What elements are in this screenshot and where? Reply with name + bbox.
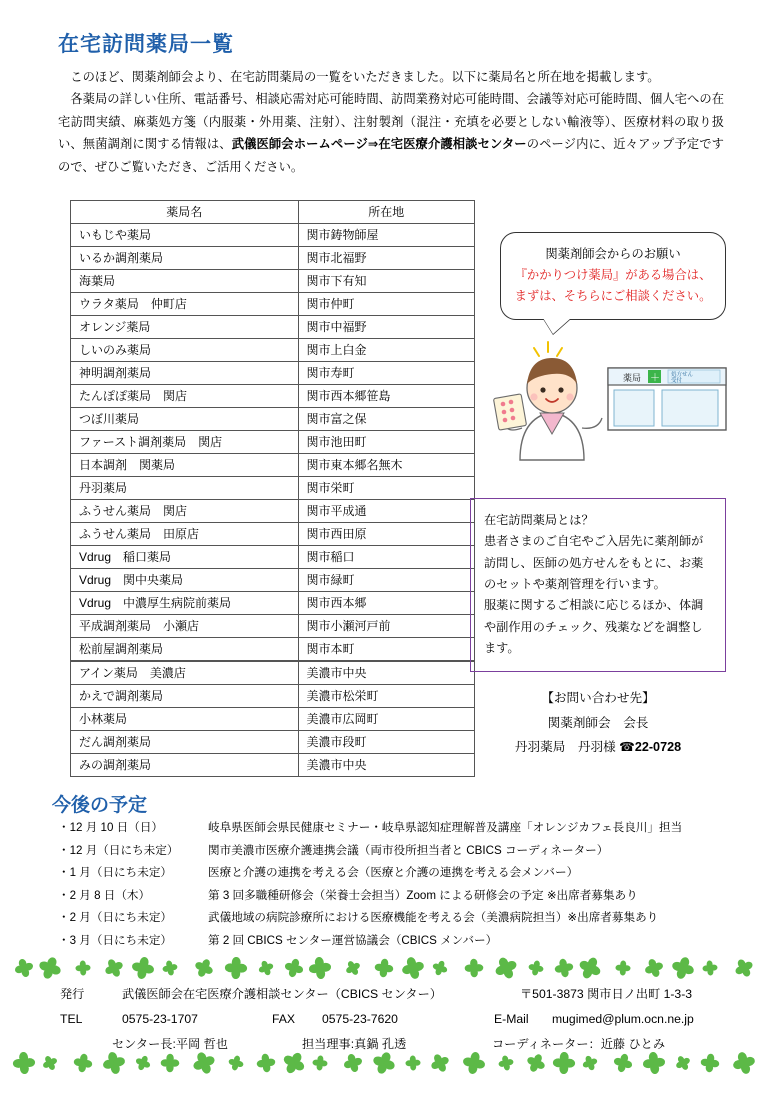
clover-icon bbox=[12, 1052, 36, 1074]
bubble-line-2: 『かかりつけ薬局』がある場合は、 bbox=[514, 267, 712, 282]
clover-icon bbox=[730, 1052, 757, 1074]
clover-icon bbox=[343, 958, 363, 978]
clover-icon bbox=[75, 960, 91, 976]
table-row bbox=[71, 754, 475, 777]
cell-pharmacy-name: つぼ川薬局 bbox=[71, 408, 299, 431]
schedule-item-date: ・1 月（日にち未定） bbox=[58, 866, 173, 880]
clover-divider-top bbox=[0, 957, 780, 979]
cell-location: 美濃市中央 bbox=[298, 661, 474, 685]
cell-location: 関市池田町 bbox=[298, 431, 474, 454]
clover-icon bbox=[256, 958, 275, 977]
cell-location: 美濃市中央 bbox=[298, 754, 474, 777]
footer-line-contact bbox=[60, 1007, 760, 1032]
clover-icon bbox=[341, 1052, 364, 1074]
clover-icon bbox=[12, 957, 35, 979]
schedule-item-date: ・12 月 10 日（日） bbox=[58, 821, 164, 834]
cell-location: 関市上白金 bbox=[298, 339, 474, 362]
footer-tel: 0575-23-1707 bbox=[122, 1012, 198, 1027]
table-row bbox=[71, 546, 475, 569]
schedule-item-text: 関市美濃市医療介護連携会議（両市役所担当者と CBICS コーディネーター） bbox=[208, 843, 609, 857]
schedule-item bbox=[58, 862, 738, 885]
schedule-item bbox=[58, 885, 738, 908]
schedule-item bbox=[58, 930, 738, 953]
cell-location: 関市緑町 bbox=[298, 569, 474, 592]
schedule-item bbox=[58, 840, 738, 863]
cell-pharmacy-name: 神明調剤薬局 bbox=[71, 362, 299, 385]
cell-pharmacy-name: 丹羽薬局 bbox=[71, 477, 299, 500]
footer-staff: 担当理事:真鍋 孔透 bbox=[302, 1037, 407, 1052]
table-row bbox=[71, 592, 475, 615]
intro-paragraph-2 bbox=[58, 88, 724, 178]
schedule-item bbox=[58, 817, 738, 840]
schedule-item-date: ・3 月（日にち未定） bbox=[58, 933, 173, 947]
clover-icon bbox=[700, 1053, 721, 1074]
clover-icon bbox=[611, 1052, 634, 1074]
cell-location: 関市北福野 bbox=[298, 247, 474, 270]
pharmacist-association-bubble bbox=[500, 232, 726, 320]
cell-pharmacy-name: みの調剤薬局 bbox=[71, 754, 299, 777]
footer-fax-label: FAX bbox=[272, 1012, 296, 1027]
clover-icon bbox=[190, 1052, 219, 1074]
clover-icon bbox=[312, 1055, 328, 1071]
table-header-row bbox=[71, 201, 475, 224]
clover-icon bbox=[580, 1053, 599, 1072]
schedule-item-text: 第 2 回 CBICS センター運営協議会（CBICS メンバー） bbox=[208, 933, 498, 947]
clover-icon bbox=[133, 1053, 153, 1073]
table-row bbox=[71, 293, 475, 316]
clover-divider-bottom bbox=[0, 1052, 780, 1074]
schedule-item-text: 医療と介護の連携を考える会（医療と介護の連携を考える会メンバー） bbox=[208, 866, 579, 880]
clover-icon bbox=[255, 1052, 276, 1073]
column-header-pharmacy: 薬局名 bbox=[71, 201, 299, 224]
table-row bbox=[71, 316, 475, 339]
cell-location: 関市鋳物師屋 bbox=[298, 224, 474, 247]
pharmacy-table bbox=[70, 200, 475, 777]
svg-text:薬局: 薬局 bbox=[623, 374, 642, 384]
cell-location: 関市小瀬河戸前 bbox=[298, 615, 474, 638]
table-row bbox=[71, 270, 475, 293]
clover-icon bbox=[553, 957, 575, 979]
cell-pharmacy-name: 海葉局 bbox=[71, 270, 299, 293]
footer-postal-address: 〒501-3873 関市日ノ出町 1-3-3 bbox=[520, 987, 693, 1001]
clover-icon bbox=[642, 1052, 667, 1074]
cell-location: 関市寿町 bbox=[298, 362, 474, 385]
clover-icon bbox=[102, 957, 127, 979]
schedule-item-date: ・2 月 8 日（木） bbox=[58, 888, 151, 902]
cell-location: 美濃市広岡町 bbox=[298, 708, 474, 731]
intro-bold-homepage: 武儀医師会ホームページ bbox=[231, 137, 368, 152]
cell-pharmacy-name: かえで調剤薬局 bbox=[71, 685, 299, 708]
svg-text:＋: ＋ bbox=[650, 373, 660, 384]
clover-icon bbox=[497, 1054, 515, 1072]
cell-location: 関市下有知 bbox=[298, 270, 474, 293]
telephone-icon: ☎ bbox=[619, 740, 635, 755]
cell-pharmacy-name: Vdrug 中濃厚生病院前薬局 bbox=[71, 592, 299, 615]
clover-icon bbox=[524, 1052, 549, 1074]
cell-pharmacy-name: いもじや薬局 bbox=[71, 224, 299, 247]
schedule-item bbox=[58, 907, 738, 930]
clover-divider-bottom-svg bbox=[0, 1052, 780, 1074]
pharmacist-illustration bbox=[490, 330, 730, 470]
footer-coordinator: コーディネーター：近藤 ひとみ bbox=[492, 1037, 666, 1052]
cell-location: 関市栄町 bbox=[298, 477, 474, 500]
intro-paragraph-2-text: 各薬局の詳しい住所、電話番号、相談応需対応可能時間、訪問業務対応可能時間、会議等対応可能時間、個人宅への在宅訪問実績、麻薬処方箋（内服薬・外用薬、注射）、注射製剤（混注・充填を必要としない輸液等）、医療材料の取り扱い、無菌調剤に関する情報は、 bbox=[58, 92, 724, 152]
cell-pharmacy-name: ふうせん薬局 田原店 bbox=[71, 523, 299, 546]
table-row bbox=[71, 731, 475, 754]
footer-email-label: E-Mail bbox=[494, 1012, 529, 1027]
cell-pharmacy-name: Vdrug 関中央薬局 bbox=[71, 569, 299, 592]
schedule-item-date: ・2 月（日にち未定） bbox=[58, 911, 173, 925]
table-row bbox=[71, 477, 475, 500]
clover-icon bbox=[669, 957, 697, 979]
table-row bbox=[71, 247, 475, 270]
infobox-body-1: 患者さまのご自宅やご入居先に薬剤師が訪問し、医師の処方せんをもとに、お薬のセットや薬剤管理を行います。 bbox=[484, 534, 704, 592]
contact-block bbox=[470, 686, 726, 760]
schedule-item-date: ・12 月（日にち未定） bbox=[58, 843, 179, 857]
contact-heading: 【お問い合わせ先】 bbox=[541, 691, 655, 705]
cell-location: 関市本町 bbox=[298, 638, 474, 662]
contact-organization: 関薬剤師会 会長 bbox=[547, 715, 649, 730]
clover-icon bbox=[370, 1052, 398, 1074]
table-row bbox=[71, 661, 475, 685]
intro-arrow: ⇒ bbox=[367, 137, 379, 152]
clover-icon bbox=[279, 1052, 309, 1074]
footer-publisher: 武儀医師会在宅医療介護相談センター（CBICS センター） bbox=[122, 987, 442, 1001]
schedule-item-text: 武儀地域の病院診療所における医療機能を考える会（美濃病院担当）※出席者募集あり bbox=[208, 911, 659, 925]
footer-block bbox=[60, 982, 760, 1057]
table-row bbox=[71, 523, 475, 546]
clover-icon bbox=[40, 1053, 60, 1073]
cell-pharmacy-name: Vdrug 稲口薬局 bbox=[71, 546, 299, 569]
clover-icon bbox=[36, 957, 64, 979]
clover-icon bbox=[553, 1052, 576, 1074]
clover-icon bbox=[615, 960, 631, 976]
cell-pharmacy-name: ふうせん薬局 関店 bbox=[71, 500, 299, 523]
schedule-title: 今後の予定 bbox=[52, 795, 148, 816]
column-header-location: 所在地 bbox=[298, 201, 474, 224]
intro-bold-center: 在宅医療介護相談センター bbox=[378, 137, 527, 152]
page-title: 在宅訪問薬局一覧 bbox=[58, 33, 234, 56]
cell-pharmacy-name: 日本調剤 関薬局 bbox=[71, 454, 299, 477]
intro-tail: のページ内に、近々アップ予定ですので、ぜひご覧いただき、ご活用ください。 bbox=[58, 137, 724, 174]
table-row bbox=[71, 385, 475, 408]
clover-icon bbox=[428, 1052, 453, 1074]
cell-location: 関市西本郷 bbox=[298, 592, 474, 615]
intro-text bbox=[58, 66, 724, 178]
clover-icon bbox=[575, 957, 605, 979]
cell-location: 関市平成通 bbox=[298, 500, 474, 523]
table-row bbox=[71, 431, 475, 454]
cell-location: 関市西本郷笹島 bbox=[298, 385, 474, 408]
clover-icon bbox=[130, 957, 156, 979]
clover-icon bbox=[225, 957, 248, 979]
cell-pharmacy-name: ウラタ薬局 仲町店 bbox=[71, 293, 299, 316]
cell-location: 関市中福野 bbox=[298, 316, 474, 339]
clover-icon bbox=[673, 1053, 693, 1073]
clover-icon bbox=[161, 959, 179, 977]
intro-paragraph-1: このほど、関薬剤師会より、在宅訪問薬局の一覧をいただきました。以下に薬局名と所在地を掲載します。 bbox=[70, 70, 660, 84]
footer-fax: 0575-23-7620 bbox=[322, 1012, 398, 1027]
clover-icon bbox=[642, 957, 666, 979]
table-row bbox=[71, 569, 475, 592]
cell-pharmacy-name: 平成調剤薬局 小瀬店 bbox=[71, 615, 299, 638]
pharmacy-scene-svg bbox=[490, 330, 730, 470]
clover-icon bbox=[527, 959, 545, 977]
clover-icon bbox=[308, 957, 333, 979]
svg-text:処方せん: 処方せん bbox=[671, 372, 694, 378]
clover-icon bbox=[72, 1052, 94, 1074]
cell-pharmacy-name: いるか調剤薬局 bbox=[71, 247, 299, 270]
footer-center-chief: センター長:平岡 哲也 bbox=[112, 1037, 228, 1052]
contact-person-and-tel bbox=[470, 735, 726, 760]
footer-line-publisher bbox=[60, 982, 760, 1007]
cell-location: 関市稲口 bbox=[298, 546, 474, 569]
infobox-body-2: 服薬に関するご相談に応じるほか、体調や副作用のチェック、残薬などを調整します。 bbox=[484, 598, 704, 656]
cell-location: 美濃市松栄町 bbox=[298, 685, 474, 708]
table-row bbox=[71, 339, 475, 362]
footer-publisher-label: 発行 bbox=[60, 987, 85, 1001]
clover-icon bbox=[702, 960, 718, 976]
cell-pharmacy-name: アイン薬局 美濃店 bbox=[71, 661, 299, 685]
schedule-list bbox=[58, 817, 738, 953]
schedule-item-text: 第 3 回多職種研修会（栄養士会担当）Zoom による研修会の予定 ※出席者募集あり bbox=[208, 888, 638, 902]
infobox-heading: 在宅訪問薬局とは？ bbox=[484, 513, 594, 527]
clover-icon bbox=[405, 1055, 421, 1071]
clover-icon bbox=[464, 958, 483, 977]
clover-icon bbox=[399, 957, 426, 979]
table-row bbox=[71, 500, 475, 523]
clover-icon bbox=[374, 958, 395, 979]
cell-pharmacy-name: 松前屋調剤薬局 bbox=[71, 638, 299, 662]
footer-email: mugimed@plum.ocn.ne.jp bbox=[552, 1012, 694, 1027]
clover-icon bbox=[161, 1054, 180, 1073]
table-row bbox=[71, 615, 475, 638]
table-row bbox=[71, 224, 475, 247]
clover-icon bbox=[731, 957, 756, 979]
bubble-line-3: まずは、そちらにご相談ください。 bbox=[514, 288, 712, 303]
cell-location: 関市西田原 bbox=[298, 523, 474, 546]
table-row bbox=[71, 362, 475, 385]
table-row bbox=[71, 408, 475, 431]
cell-pharmacy-name: しいのみ薬局 bbox=[71, 339, 299, 362]
cell-pharmacy-name: ファースト調剤薬局 関店 bbox=[71, 431, 299, 454]
clover-icon bbox=[491, 957, 521, 979]
contact-telephone: 22-0728 bbox=[634, 740, 682, 755]
cell-location: 関市東本郷名無木 bbox=[298, 454, 474, 477]
clover-icon bbox=[461, 1052, 487, 1074]
cell-location: 関市仲町 bbox=[298, 293, 474, 316]
clover-icon bbox=[282, 957, 305, 979]
footer-tel-label: TEL bbox=[60, 1012, 83, 1027]
clover-icon bbox=[430, 958, 449, 977]
clover-icon bbox=[192, 957, 217, 979]
clover-icon bbox=[227, 1054, 245, 1072]
table-row bbox=[71, 685, 475, 708]
cell-location: 関市富之保 bbox=[298, 408, 474, 431]
clover-divider-top-svg bbox=[0, 957, 780, 979]
cell-pharmacy-name: オレンジ薬局 bbox=[71, 316, 299, 339]
schedule-item-text: 岐阜県医師会県民健康セミナー・岐阜県認知症理解普及講座「オレンジカフェ長良川」担当 bbox=[208, 821, 683, 834]
table-row bbox=[71, 638, 475, 662]
cell-pharmacy-name: たんぽぽ薬局 関店 bbox=[71, 385, 299, 408]
table-row bbox=[71, 454, 475, 477]
clover-icon bbox=[101, 1052, 128, 1074]
svg-text:受付: 受付 bbox=[671, 378, 683, 384]
bubble-line-1: 関薬剤師会からのお願い bbox=[545, 247, 681, 261]
cell-pharmacy-name: だん調剤薬局 bbox=[71, 731, 299, 754]
contact-person: 丹羽薬局 丹羽様 bbox=[514, 740, 616, 755]
cell-location: 美濃市段町 bbox=[298, 731, 474, 754]
table-row bbox=[71, 708, 475, 731]
cell-pharmacy-name: 小林薬局 bbox=[71, 708, 299, 731]
home-visit-pharmacy-infobox bbox=[470, 498, 726, 672]
